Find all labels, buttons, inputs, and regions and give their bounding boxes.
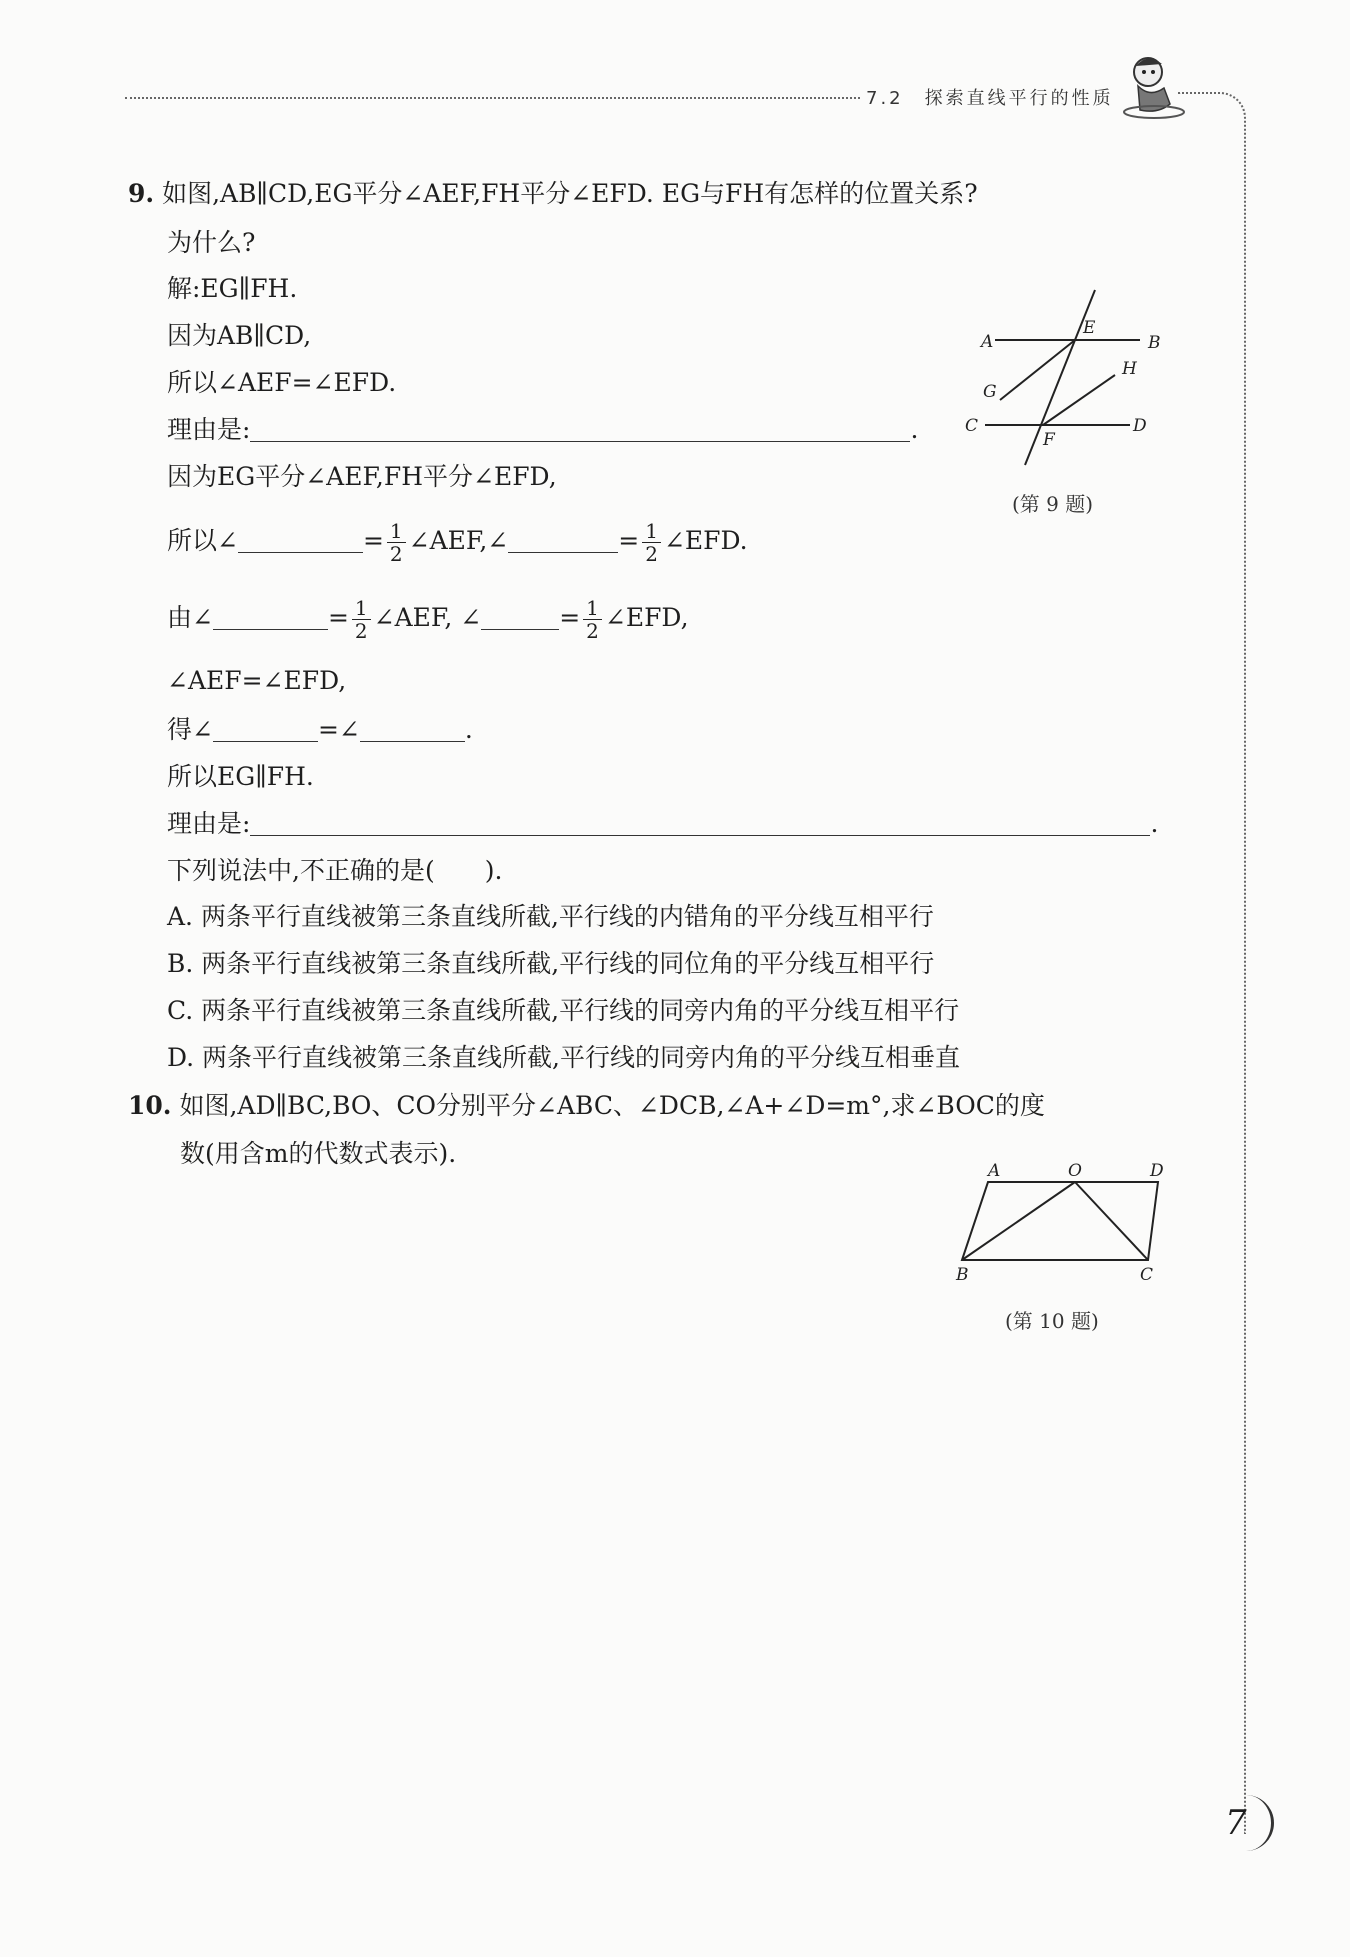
ray-fh: [1043, 375, 1115, 425]
q9-solution-line: 因为AB∥CD,: [167, 321, 312, 350]
angle-blank[interactable]: [238, 526, 363, 553]
label-f: F: [1043, 430, 1055, 450]
label-b: B: [956, 1265, 969, 1285]
section-header: 7.2 探索直线平行的性质: [866, 88, 1114, 109]
angle-blank[interactable]: [481, 603, 559, 630]
q9-figure-caption: (第 9 题): [1012, 492, 1094, 516]
reason-blank[interactable]: [250, 415, 910, 442]
q9-fraction-line: 由∠ = $\frac{1}{2}$ ∠AEF, ∠ = $\frac{1}{2}$ ∠EFD,: [167, 596, 689, 643]
q9-option-b[interactable]: B. 两条平行直线被第三条直线所截,平行线的同位角的平分线互相平行: [167, 949, 935, 978]
q9-reason-line: 理由是: .: [167, 809, 1159, 838]
q10-stem-line-2: 数(用含m的代数式表示).: [180, 1139, 457, 1168]
q9-option-d[interactable]: D. 两条平行直线被第三条直线所截,平行线的同旁内角的平分线互相垂直: [167, 1043, 960, 1072]
page-number: 7: [1225, 1795, 1274, 1851]
label-c: C: [965, 416, 979, 436]
q9-conclusion-line: 得∠ =∠ .: [167, 715, 473, 744]
q9-solution-line: 因为EG平分∠AEF,FH平分∠EFD,: [167, 462, 557, 491]
q9-fraction-line: 所以∠ = $\frac{1}{2}$ ∠AEF,∠ = $\frac{1}{2}$ ∠EFD.: [167, 519, 748, 566]
label-g: G: [983, 382, 997, 402]
label-d: D: [1150, 1161, 1164, 1181]
q10-figure: [950, 1160, 1180, 1285]
angle-blank[interactable]: [508, 526, 618, 553]
q9-option-c[interactable]: C. 两条平行直线被第三条直线所截,平行线的同旁内角的平分线互相平行: [167, 996, 960, 1025]
q9-solution-line: 解:EG∥FH.: [167, 274, 298, 303]
segment-co: [1075, 1182, 1148, 1260]
q9-reason-line: 理由是: .: [167, 415, 919, 444]
q9-choice-question: 下列说法中,不正确的是( ).: [167, 856, 503, 885]
reason-blank[interactable]: [250, 809, 1150, 836]
q10-stem-line-1: 10. 如图,AD∥BC,BO、CO分别平分∠ABC、∠DCB,∠A+∠D=m°,求∠BOC的度: [128, 1091, 1045, 1120]
label-c: C: [1140, 1265, 1154, 1285]
label-d: D: [1133, 416, 1147, 436]
label-h: H: [1122, 359, 1137, 379]
half-fraction: $\frac{1}{2}$: [583, 597, 602, 642]
angle-blank[interactable]: [213, 715, 318, 742]
header-dotted-rule: [125, 97, 860, 99]
angle-blank[interactable]: [360, 715, 465, 742]
q9-solution-line: ∠AEF=∠EFD,: [167, 666, 347, 695]
q9-solution-line: 所以EG∥FH.: [167, 762, 314, 791]
margin-dotted-rule: [1178, 92, 1246, 1834]
half-fraction: $\frac{1}{2}$: [642, 520, 661, 565]
q9-solution-line: 所以∠AEF=∠EFD.: [167, 368, 397, 397]
q9-stem-line-1: 9. 如图,AB∥CD,EG平分∠AEF,FH平分∠EFD. EG与FH有怎样的位置关系?: [128, 179, 978, 208]
segment-bo: [962, 1182, 1075, 1260]
mascot-icon: [1118, 52, 1188, 122]
q9-figure: [955, 285, 1175, 485]
line-ef-transversal: [1025, 290, 1095, 465]
half-fraction: $\frac{1}{2}$: [387, 520, 406, 565]
angle-blank[interactable]: [213, 603, 328, 630]
label-e: E: [1083, 318, 1096, 338]
label-b: B: [1148, 333, 1161, 353]
trapezoid-abcd: [962, 1182, 1158, 1260]
q10-figure-caption: (第 10 题): [1005, 1309, 1099, 1333]
label-o: O: [1068, 1161, 1082, 1181]
label-a: A: [981, 332, 994, 352]
q9-option-a[interactable]: A. 两条平行直线被第三条直线所截,平行线的内错角的平分线互相平行: [167, 902, 934, 931]
label-a: A: [988, 1161, 1001, 1181]
half-fraction: $\frac{1}{2}$: [352, 597, 371, 642]
q9-stem-line-2: 为什么?: [167, 228, 256, 257]
